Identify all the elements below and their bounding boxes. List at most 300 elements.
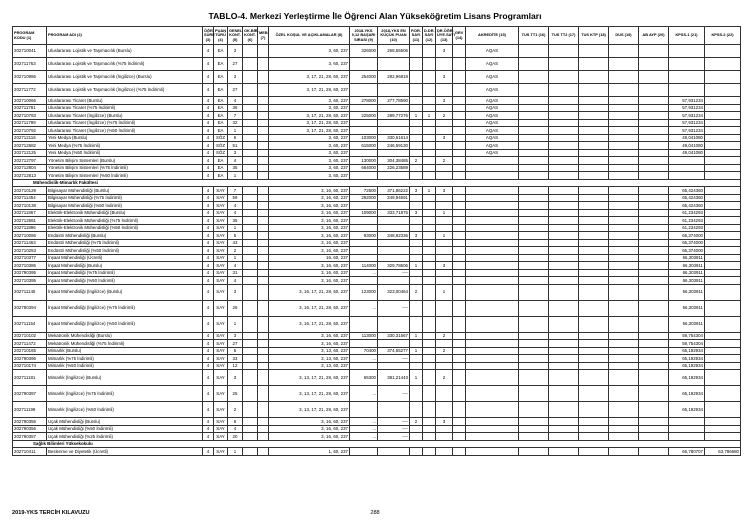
- cell-t2: [549, 355, 579, 363]
- cell-dus: [609, 224, 639, 232]
- cell-kpuan: [378, 402, 410, 418]
- cell-meb: [258, 386, 269, 402]
- cell-kpuan: [378, 448, 410, 456]
- table-row: [13, 433, 741, 441]
- cell-ddr: [423, 284, 436, 300]
- cell-meb: [258, 112, 269, 120]
- cell-dus: [609, 418, 639, 426]
- column-header: AKREDİTE (15): [466, 27, 519, 45]
- cell-code: 202711463: [13, 239, 47, 247]
- table-row: [13, 224, 741, 232]
- cell-sira: [350, 340, 378, 348]
- cell-akr: [466, 247, 519, 255]
- cell-pdr: [410, 247, 423, 255]
- cell-meb: [258, 217, 269, 225]
- cell-k1: [669, 58, 705, 71]
- cell-pdr: 3: [410, 187, 423, 195]
- cell-t1: [519, 355, 549, 363]
- cell-dus: [609, 262, 639, 270]
- cell-kpuan: ----: [378, 418, 410, 426]
- cell-meb: [258, 45, 269, 58]
- cell-kpuan: [378, 247, 410, 255]
- cell-puan: SAY: [214, 347, 228, 355]
- cell-k2: [705, 239, 741, 247]
- page-title: TABLO-4. Merkezi Yerleştirme İle Öğrenci Alan Yükseköğretim Lisans Programları: [208, 11, 542, 21]
- cell-puan: SAY: [214, 433, 228, 441]
- cell-sure: 4: [203, 97, 214, 105]
- cell-akr: [466, 232, 519, 240]
- cell-t1: [519, 224, 549, 232]
- cell-dus: [609, 119, 639, 127]
- cell-k1: 65,424360: [669, 202, 705, 210]
- cell-kont: 1: [228, 448, 243, 456]
- cell-akr: [466, 157, 519, 165]
- cell-drog: [436, 104, 453, 112]
- cell-puan: SAY: [214, 202, 228, 210]
- cell-tk: [579, 284, 609, 300]
- cell-puan: SÖZ: [214, 142, 228, 150]
- cell-code: 202711772: [13, 84, 47, 97]
- cell-drog: 3: [436, 262, 453, 270]
- cell-ok: [243, 418, 258, 426]
- cell-sure: 4: [203, 202, 214, 210]
- cell-pdr: [410, 97, 423, 105]
- column-header: TUS TT2 (17): [549, 27, 579, 45]
- cell-drog: [436, 433, 453, 441]
- cell-kpuan: 268,55506: [378, 45, 410, 58]
- cell-meb: [258, 84, 269, 97]
- cell-pdr: 1: [410, 262, 423, 270]
- cell-tk: [579, 127, 609, 135]
- cell-sure: 4: [203, 386, 214, 402]
- cell-drog: [436, 269, 453, 277]
- table-row: [13, 157, 741, 165]
- cell-grv: [453, 119, 466, 127]
- cell-sira: ...: [350, 425, 378, 433]
- cell-k2: [705, 247, 741, 255]
- cell-ozel: 3, 17, 21, 28, 60, 237: [269, 127, 350, 135]
- cell-tk: [579, 104, 609, 112]
- table-row: [13, 149, 741, 157]
- cell-k2: [705, 142, 741, 150]
- cell-drog: [436, 58, 453, 71]
- cell-ab: [639, 284, 669, 300]
- cell-drog: [436, 239, 453, 247]
- cell-drog: [436, 402, 453, 418]
- cell-akr: [466, 355, 519, 363]
- cell-ozel: 3, 16, 60, 237: [269, 262, 350, 270]
- cell-kpuan: [378, 254, 410, 262]
- cell-kpuan: ----: [378, 433, 410, 441]
- cell-k1: 66,303911: [669, 262, 705, 270]
- cell-kont: 1: [228, 172, 243, 180]
- cell-drog: [436, 448, 453, 456]
- cell-sure: 4: [203, 425, 214, 433]
- cell-ok: [243, 84, 258, 97]
- cell-k1: 65,374000: [669, 247, 705, 255]
- cell-pdr: 1: [410, 112, 423, 120]
- cell-t1: [519, 97, 549, 105]
- cell-ab: [639, 433, 669, 441]
- cell-k2: [705, 194, 741, 202]
- cell-ozel: 3, 16, 17, 21, 28, 60, 237: [269, 300, 350, 316]
- cell-sira: [350, 277, 378, 285]
- cell-name: Endüstri Mühendisliği (%75 İndirimli): [47, 239, 203, 247]
- cell-akr: [466, 164, 519, 172]
- cell-pdr: 1: [410, 370, 423, 386]
- cell-drog: [436, 386, 453, 402]
- cell-tk: [579, 386, 609, 402]
- cell-akr: [466, 340, 519, 348]
- cell-t2: [549, 347, 579, 355]
- cell-dus: [609, 370, 639, 386]
- cell-akr: [466, 300, 519, 316]
- cell-akr: [466, 316, 519, 332]
- cell-grv: [453, 269, 466, 277]
- cell-kpuan: [378, 277, 410, 285]
- cell-akr: [466, 194, 519, 202]
- cell-sira: ...: [350, 355, 378, 363]
- cell-dus: [609, 232, 639, 240]
- cell-pdr: [410, 217, 423, 225]
- cell-drog: [436, 277, 453, 285]
- cell-ok: [243, 112, 258, 120]
- cell-tk: [579, 194, 609, 202]
- cell-k1: 61,234293: [669, 209, 705, 217]
- cell-meb: [258, 433, 269, 441]
- cell-meb: [258, 224, 269, 232]
- cell-dus: [609, 277, 639, 285]
- cell-drog: [436, 300, 453, 316]
- cell-grv: [453, 157, 466, 165]
- cell-kpuan: 226,23589: [378, 164, 410, 172]
- cell-pdr: [410, 355, 423, 363]
- cell-dus: [609, 187, 639, 195]
- cell-akr: [466, 262, 519, 270]
- cell-ok: [243, 194, 258, 202]
- cell-sure: 4: [203, 45, 214, 58]
- cell-kpuan: [378, 84, 410, 97]
- cell-ozel: 3, 17, 21, 28, 60, 237: [269, 119, 350, 127]
- cell-ok: [243, 97, 258, 105]
- cell-sira: 254000: [350, 71, 378, 84]
- column-header: AB AYP (20): [639, 27, 669, 45]
- cell-t1: [519, 433, 549, 441]
- cell-kpuan: [378, 149, 410, 157]
- cell-kont: 2: [228, 247, 243, 255]
- cell-grv: [453, 418, 466, 426]
- cell-sure: 4: [203, 332, 214, 340]
- cell-tk: [579, 277, 609, 285]
- cell-puan: SAY: [214, 262, 228, 270]
- cell-kpuan: 374,65277: [378, 347, 410, 355]
- cell-kont: 26: [228, 300, 243, 316]
- cell-pdr: 2: [410, 418, 423, 426]
- cell-tk: [579, 209, 609, 217]
- cell-ddr: [423, 119, 436, 127]
- cell-ddr: [423, 300, 436, 316]
- cell-tk: [579, 97, 609, 105]
- cell-t1: [519, 448, 549, 456]
- cell-name: İnşaat Mühendisliği (Burslu): [47, 262, 203, 270]
- cell-ab: [639, 84, 669, 97]
- cell-ozel: 3, 16, 60, 237: [269, 187, 350, 195]
- cell-pdr: [410, 402, 423, 418]
- cell-sira: [350, 402, 378, 418]
- cell-drog: [436, 194, 453, 202]
- cell-k2: [705, 45, 741, 58]
- cell-sira: [350, 172, 378, 180]
- cell-tk: [579, 340, 609, 348]
- cell-name: Uluslararası Ticaret (Burslu): [47, 97, 203, 105]
- cell-sira: [350, 239, 378, 247]
- cell-sure: 4: [203, 194, 214, 202]
- cell-pdr: [410, 84, 423, 97]
- cell-k2: [705, 300, 741, 316]
- cell-sure: 4: [203, 262, 214, 270]
- cell-t2: [549, 224, 579, 232]
- cell-kont: 27: [228, 340, 243, 348]
- cell-t2: [549, 418, 579, 426]
- cell-tk: [579, 362, 609, 370]
- cell-kpuan: 381,21443: [378, 370, 410, 386]
- cell-puan: SAY: [214, 332, 228, 340]
- cell-ozel: 3, 60, 237: [269, 97, 350, 105]
- cell-grv: [453, 127, 466, 135]
- cell-kpuan: [378, 217, 410, 225]
- cell-puan: SAY: [214, 209, 228, 217]
- cell-grv: [453, 277, 466, 285]
- cell-t1: [519, 277, 549, 285]
- cell-t1: [519, 386, 549, 402]
- cell-puan: EA: [214, 84, 228, 97]
- cell-pdr: [410, 202, 423, 210]
- cell-meb: [258, 332, 269, 340]
- table-row: [13, 202, 741, 210]
- cell-akr: [466, 332, 519, 340]
- cell-tk: [579, 332, 609, 340]
- cell-ok: [243, 247, 258, 255]
- cell-sure: 4: [203, 209, 214, 217]
- cell-k2: [705, 157, 741, 165]
- cell-name: Elektrik-Elektronik Mühendisliği (%75 İndirimli): [47, 217, 203, 225]
- cell-ok: [243, 402, 258, 418]
- cell-dus: [609, 316, 639, 332]
- cell-name: Uluslararası Ticaret (İngilizce) (Burslu): [47, 112, 203, 120]
- cell-grv: [453, 209, 466, 217]
- cell-t2: [549, 332, 579, 340]
- column-header: P.DR. SAYI (11): [410, 27, 423, 45]
- cell-ok: [243, 300, 258, 316]
- cell-k1: 65,374000: [669, 232, 705, 240]
- cell-sure: 4: [203, 402, 214, 418]
- cell-sira: ...: [350, 418, 378, 426]
- cell-sira: [350, 119, 378, 127]
- cell-name: Endüstri Mühendisliği (%50 İndirimli): [47, 247, 203, 255]
- cell-k2: [705, 284, 741, 300]
- cell-sure: 4: [203, 254, 214, 262]
- cell-sure: 4: [203, 418, 214, 426]
- cell-meb: [258, 157, 269, 165]
- table-row: [13, 127, 741, 135]
- footer-guide-title: 2019-YKS TERCİH KILAVUZU: [12, 510, 90, 516]
- cell-t1: [519, 134, 549, 142]
- cell-kont: 5: [228, 232, 243, 240]
- cell-meb: [258, 149, 269, 157]
- cell-k2: [705, 277, 741, 285]
- cell-code: 202790396: [13, 355, 47, 363]
- cell-puan: SAY: [214, 300, 228, 316]
- cell-ok: [243, 202, 258, 210]
- cell-akr: [466, 172, 519, 180]
- column-header: 2018-YKS EN KÜÇÜK PUAN (10): [378, 27, 410, 45]
- cell-drog: 3: [436, 187, 453, 195]
- cell-drog: [436, 316, 453, 332]
- cell-meb: [258, 355, 269, 363]
- cell-t1: [519, 347, 549, 355]
- cell-code: 202711454: [13, 194, 47, 202]
- cell-k2: [705, 112, 741, 120]
- cell-name: Mekatronik Mühendisliği (Burslu): [47, 332, 203, 340]
- cell-tk: [579, 172, 609, 180]
- cell-ddr: [423, 172, 436, 180]
- cell-k1: 61,234293: [669, 217, 705, 225]
- cell-tk: [579, 58, 609, 71]
- cell-name: Beslenme ve Diyetetik (Ücretli): [47, 448, 203, 456]
- cell-name: Uluslararası Lojistik ve Taşımacılık (Burslu): [47, 45, 203, 58]
- cell-kont: 1: [228, 127, 243, 135]
- cell-t2: [549, 370, 579, 386]
- cell-kont: 3: [228, 71, 243, 84]
- table-row: [13, 58, 741, 71]
- cell-pdr: [410, 239, 423, 247]
- cell-ozel: 3, 60, 237: [269, 58, 350, 71]
- cell-sure: 4: [203, 370, 214, 386]
- cell-ab: [639, 362, 669, 370]
- cell-ab: [639, 149, 669, 157]
- cell-t1: [519, 425, 549, 433]
- cell-sure: 4: [203, 232, 214, 240]
- cell-ok: [243, 355, 258, 363]
- cell-ozel: 3, 16, 60, 237: [269, 247, 350, 255]
- cell-grv: [453, 224, 466, 232]
- cell-ozel: 3, 16, 60, 237: [269, 433, 350, 441]
- cell-akr: [466, 433, 519, 441]
- cell-kpuan: [378, 58, 410, 71]
- cell-k1: [669, 71, 705, 84]
- cell-ozel: 3, 16, 60, 237: [269, 232, 350, 240]
- cell-t2: [549, 45, 579, 58]
- cell-ok: [243, 316, 258, 332]
- table-header: [13, 27, 741, 45]
- cell-dus: [609, 362, 639, 370]
- cell-code: 202712682: [13, 142, 47, 150]
- cell-ddr: 1: [423, 112, 436, 120]
- cell-akr: AQAS: [466, 134, 519, 142]
- cell-drog: [436, 340, 453, 348]
- cell-kpuan: 323,00464: [378, 284, 410, 300]
- cell-ab: [639, 134, 669, 142]
- cell-kont: 7: [228, 187, 243, 195]
- cell-ab: [639, 355, 669, 363]
- cell-puan: SAY: [214, 370, 228, 386]
- cell-t1: [519, 202, 549, 210]
- table-body: [13, 45, 741, 456]
- cell-ozel: 3, 60, 237: [269, 164, 350, 172]
- cell-pdr: [410, 340, 423, 348]
- cell-ozel: 1, 60, 237: [269, 448, 350, 456]
- cell-dus: [609, 269, 639, 277]
- cell-ddr: [423, 209, 436, 217]
- cell-kont: 43: [228, 239, 243, 247]
- cell-ddr: [423, 247, 436, 255]
- cell-name: Yeni Medya (%75 İndirimli): [47, 142, 203, 150]
- cell-akr: [466, 187, 519, 195]
- table-row: [13, 300, 741, 316]
- cell-drog: [436, 142, 453, 150]
- cell-code: 202710066: [13, 97, 47, 105]
- program-table: [12, 26, 741, 456]
- cell-grv: [453, 355, 466, 363]
- cell-code: 202710792: [13, 127, 47, 135]
- column-header: ÖZEL KOŞUL VE AÇIKLAMALAR (8): [269, 27, 350, 45]
- cell-pdr: [410, 134, 423, 142]
- cell-sira: 664000: [350, 164, 378, 172]
- cell-dus: [609, 104, 639, 112]
- column-header: 2018-YKS 0,12 BAŞARI SIRASI (9): [350, 27, 378, 45]
- cell-pdr: [410, 300, 423, 316]
- cell-ab: [639, 386, 669, 402]
- cell-ddr: [423, 232, 436, 240]
- cell-k2: [705, 425, 741, 433]
- cell-code: 202712813: [13, 172, 47, 180]
- cell-sira: 130000: [350, 157, 378, 165]
- cell-akr: [466, 217, 519, 225]
- cell-ozel: 3, 17, 21, 28, 60, 237: [269, 112, 350, 120]
- cell-ok: [243, 269, 258, 277]
- cell-ddr: [423, 142, 436, 150]
- cell-k1: 49,041080: [669, 142, 705, 150]
- cell-name: İnşaat Mühendisliği (Ücretli): [47, 254, 203, 262]
- cell-ok: [243, 149, 258, 157]
- cell-tk: [579, 217, 609, 225]
- cell-puan: SAY: [214, 418, 228, 426]
- cell-grv: [453, 300, 466, 316]
- cell-ddr: [423, 370, 436, 386]
- cell-t2: [549, 340, 579, 348]
- cell-puan: SAY: [214, 340, 228, 348]
- cell-t1: [519, 402, 549, 418]
- cell-sure: 4: [203, 134, 214, 142]
- cell-kpuan: ----: [378, 269, 410, 277]
- cell-puan: EA: [214, 112, 228, 120]
- cell-k1: 65,192934: [669, 362, 705, 370]
- cell-k2: [705, 119, 741, 127]
- section-title: Sağlık Bilimleri Yüksekokulu: [13, 440, 741, 448]
- cell-k1: 57,931234: [669, 127, 705, 135]
- cell-t2: [549, 187, 579, 195]
- table-row: [13, 84, 741, 97]
- cell-t1: [519, 119, 549, 127]
- cell-ozel: 3, 60, 237: [269, 172, 350, 180]
- cell-kont: 51: [228, 142, 243, 150]
- cell-t2: [549, 142, 579, 150]
- cell-sure: 4: [203, 347, 214, 355]
- cell-kpuan: [378, 119, 410, 127]
- cell-sure: 4: [203, 119, 214, 127]
- cell-sure: 4: [203, 142, 214, 150]
- cell-t1: [519, 239, 549, 247]
